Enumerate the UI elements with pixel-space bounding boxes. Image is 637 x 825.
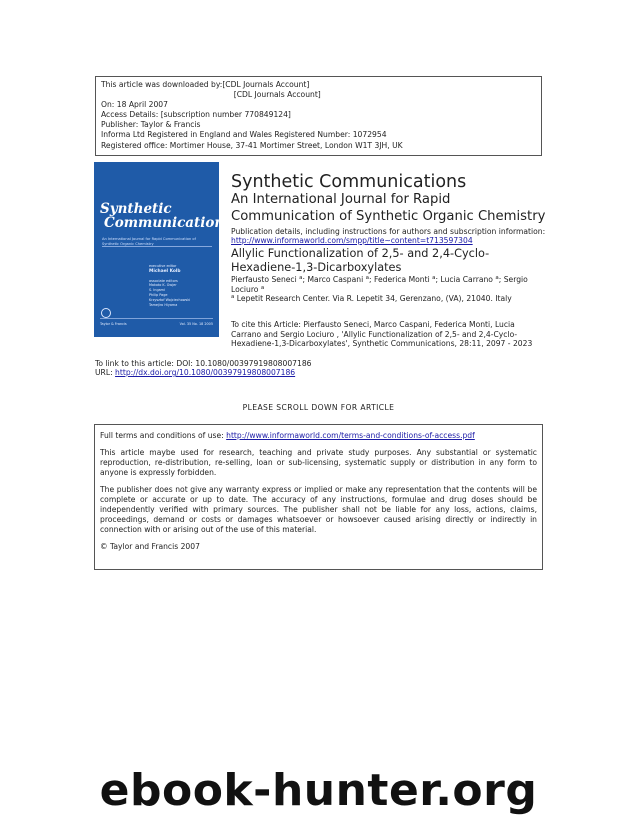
scroll-notice: PLEASE SCROLL DOWN FOR ARTICLE (242, 403, 395, 412)
cover-publisher: Taylor & Francis (100, 322, 127, 326)
affiliation (231, 294, 543, 304)
publisher-logo-icon (101, 308, 111, 318)
cover-volume: Vol. 35 No. 18 2005 (179, 322, 213, 326)
article-title: Allylic Functionalization of 2,5- and 2,4-Cyclo-Hexadiene-1,3-Dicarboxylates (231, 247, 490, 274)
download-line: Publisher: Taylor & Francis (101, 120, 201, 130)
watermark: ebook-hunter.org (99, 765, 538, 816)
cover-subtitle: An International Journal for Rapid Communication of Synthetic Organic Chemistry (102, 237, 196, 246)
cover-title-line: Synthetic (100, 201, 172, 217)
citation-text: To cite this Article: Pierfausto Seneci, Marco Caspani, Federica Monti, Lucia Carrano and Sergio Lociuro , 'Allylic Functionalization of 2,5- and 2,4-Cyclo-Hexadiene-1,3-Dicarboxylates', Synthetic Communications, 28:11, 2097 - 2023 (231, 320, 533, 349)
terms-line (100, 431, 537, 441)
cover-title (100, 202, 232, 230)
author-name: Sergio Lociuro (231, 275, 528, 294)
terms-box (94, 424, 543, 570)
author-name: Lucia Carrano (440, 275, 493, 284)
cover-associate: Philip Page (149, 292, 168, 297)
terms-url-link[interactable]: http://www.informaworld.com/terms-and-conditions-of-access.pdf (226, 431, 475, 440)
author-list: Pierfausto Seneci $^a$; Marco Caspani $^a$; Federica Monti $^a$; Lucia Carrano $^a$; Sergio Lociuro $^a$ (231, 275, 528, 294)
cover-title-line: Communications (104, 215, 232, 231)
url-label: URL: (95, 368, 116, 377)
author-name: Pierfausto Seneci (231, 275, 297, 284)
cover-associate-label: associate editors (149, 278, 178, 283)
publication-details: Publication details, including instructions for authors and subscription information: (231, 227, 546, 236)
download-details-box (95, 76, 542, 156)
cover-associate: Makoto K. Gwjer (149, 283, 177, 288)
download-line: On: 18 April 2007 (101, 100, 168, 110)
journal-subtitle: An International Journal for Rapid Communication of Synthetic Organic Chemistry (231, 192, 546, 224)
author-affiliation-mark: a (365, 275, 370, 281)
cover-associate: Krzysztof Wojciechowski (149, 297, 191, 302)
copyright: © Taylor and Francis 2007 (100, 542, 200, 551)
terms-label: Full terms and conditions of use: (100, 431, 227, 440)
download-line: Access Details: [subscription number 770849124] (101, 110, 291, 120)
author-name: Federica Monti (374, 275, 430, 284)
author-affiliation-mark: a (260, 284, 265, 291)
author-affiliation-mark: a (299, 275, 303, 281)
affiliation-text: Lepetit Research Center. Via R. Lepetit 34, Gerenzano, (VA), 21040. Italy (236, 294, 512, 303)
cover-editor-name: Michael Kolb (149, 268, 181, 274)
doi-url-link[interactable]: http://dx.doi.org/10.1080/00397919808007186 (115, 368, 296, 377)
cover-divider (102, 246, 212, 247)
cover-associate: S. Ingami (149, 288, 165, 293)
journal-url-link[interactable]: http://www.informaworld.com/smpp/title~content=t713597304 (231, 236, 473, 245)
doi-link-text: To link to this article: DOI: 10.1080/00397919808007186 (95, 359, 312, 368)
cover-editors (149, 264, 190, 307)
author-affiliation-mark: a (495, 275, 499, 281)
author-name: Marco Caspani (307, 275, 364, 284)
terms-paragraph: The publisher does not give any warranty express or implied or make any representation that the contents will be complete or accurate or up to date. The accuracy of any instructions, formulae and drug doses should be independently verified with primary sources. The publisher shall not be liable for any loss, actions, claims, proceedings, demand or costs or damages whatsoever or howsoever caused arising directly or indirectly in connection with or arising out of the use of this material. (100, 485, 537, 534)
author-affiliation-mark: a (432, 275, 436, 281)
cover-editor-label: executive editor (149, 264, 177, 268)
journal-title: Synthetic Communications (231, 172, 467, 192)
article-url (95, 368, 295, 378)
download-line: [CDL Journals Account] (101, 90, 321, 100)
cover-associate: Tamejiro Hiyama (149, 302, 178, 307)
download-line: This article was downloaded by:[CDL Journals Account] (101, 80, 310, 89)
terms-paragraph: This article maybe used for research, teaching and private study purposes. Any substantial or systematic reproduction, re-distribution, re-selling, loan or sub-licensing, systematic supply or distribution in any form to anyone is expressly forbidden. (100, 448, 537, 477)
download-line: Registered office: Mortimer House, 37-41 Mortimer Street, London W1T 3JH, UK (101, 140, 403, 150)
journal-cover-image (94, 162, 232, 337)
download-line: Informa Ltd Registered in England and Wales Registered Number: 1072954 (101, 130, 387, 140)
cover-footer (100, 318, 213, 333)
affiliation-mark: a (231, 294, 235, 300)
